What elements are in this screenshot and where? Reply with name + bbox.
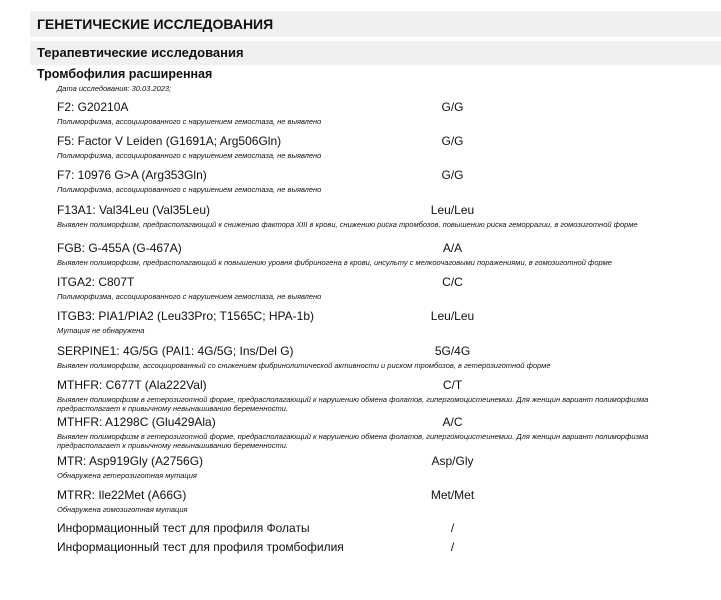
genotype-result: A/C [442,415,463,429]
genotype-result: A/A [442,241,463,255]
main-header-band [30,11,721,37]
gene-name: ITGA2: C807T [57,275,135,289]
sub-title: Терапевтические исследования [37,45,244,60]
result-note: Выявлен полиморфизм в гетерозиготной форме, предрасполагающий к нарушению обмена фолатов, гипергомоцистеинемии. Для женщин вариант полиморфизма предрасполагает к привычному невынашиванию беременности. [57,395,649,413]
genotype-result: 5G/4G [434,344,471,358]
gene-name: SERPINE1: 4G/5G (PAI1: 4G/5G; Ins/Del G) [57,344,294,358]
genotype-result: G/G [441,134,464,148]
genotype-result: Leu/Leu [430,309,475,323]
sub-header-band [30,41,721,65]
genotype-result: Met/Met [430,488,475,502]
genotype-result: Leu/Leu [430,203,475,217]
research-date: Дата исследования: 30.03.2023; [57,84,172,93]
main-title: ГЕНЕТИЧЕСКИЕ ИССЛЕДОВАНИЯ [37,16,274,32]
gene-name: ITGB3: PIA1/PIA2 (Leu33Pro; T1565C; HPA-1b) [57,309,315,323]
result-note: Полиморфизма, ассоциированного с нарушением гемостаза, не выявлено [57,185,322,194]
result-note: Полиморфизма, ассоциированного с нарушением гемостаза, не выявлено [57,151,322,160]
section-title: Тромбофилия расширенная [37,67,213,81]
info-test-result: / [450,540,455,554]
gene-name: MTHFR: A1298C (Glu429Ala) [57,415,216,429]
gene-name: F7: 10976 G>A (Arg353Gln) [57,168,207,182]
result-note: Обнаружена гетерозиготная мутация [57,471,197,480]
result-note: Выявлен полиморфизм в гетерозиготной форме, предрасполагающий к нарушению обмена фолатов, гипергомоцистеинемии. Для женщин вариант полиморфизма предрасполагает к привычному невынашиванию беременности. [57,432,649,450]
info-test-name: Информационный тест для профиля Фолаты [57,521,310,535]
result-note: Выявлен полиморфизм, предрасполагающий к снижению фактора XIII в крови, снижению риска тромбозов, повышению риска геморрагии, в гомозиготной форме [57,220,638,229]
gene-name: MTHFR: C677T (Ala222Val) [57,378,207,392]
genotype-result: C/T [442,378,463,392]
gene-name: MTR: Asp919Gly (A2756G) [57,454,204,468]
result-note: Мутация не обнаружена [57,326,145,335]
gene-name: FGB: G-455A (G-467A) [57,241,182,255]
result-note: Полиморфизма, ассоциированного с нарушением гемостаза, не выявлено [57,292,322,301]
result-note: Обнаружена гомозиготная мутация [57,505,188,514]
info-test-result: / [450,521,455,535]
genotype-result: Asp/Gly [431,454,474,468]
gene-name: F2: G20210A [57,100,129,114]
gene-name: MTRR: Ile22Met (A66G) [57,488,187,502]
result-note: Выявлен полиморфизм, ассоциированный со снижением фибринолитической активности и риском тромбозов, в гетерозиготной форме [57,361,551,370]
gene-name: F5: Factor V Leiden (G1691A; Arg506Gln) [57,134,282,148]
genotype-result: C/C [442,275,463,289]
genotype-result: G/G [441,100,464,114]
genotype-result: G/G [441,168,464,182]
gene-name: F13A1: Val34Leu (Val35Leu) [57,203,210,217]
result-note: Полиморфизма, ассоциированного с нарушением гемостаза, не выявлено [57,117,322,126]
result-note: Выявлен полиморфизм, предрасполагающий к повышению уровня фибриногена в крови, инсульту с мелкоочаговыми поражениями, в гомозиготной форме [57,258,612,267]
info-test-name: Информационный тест для профиля тромбофилия [57,540,344,554]
